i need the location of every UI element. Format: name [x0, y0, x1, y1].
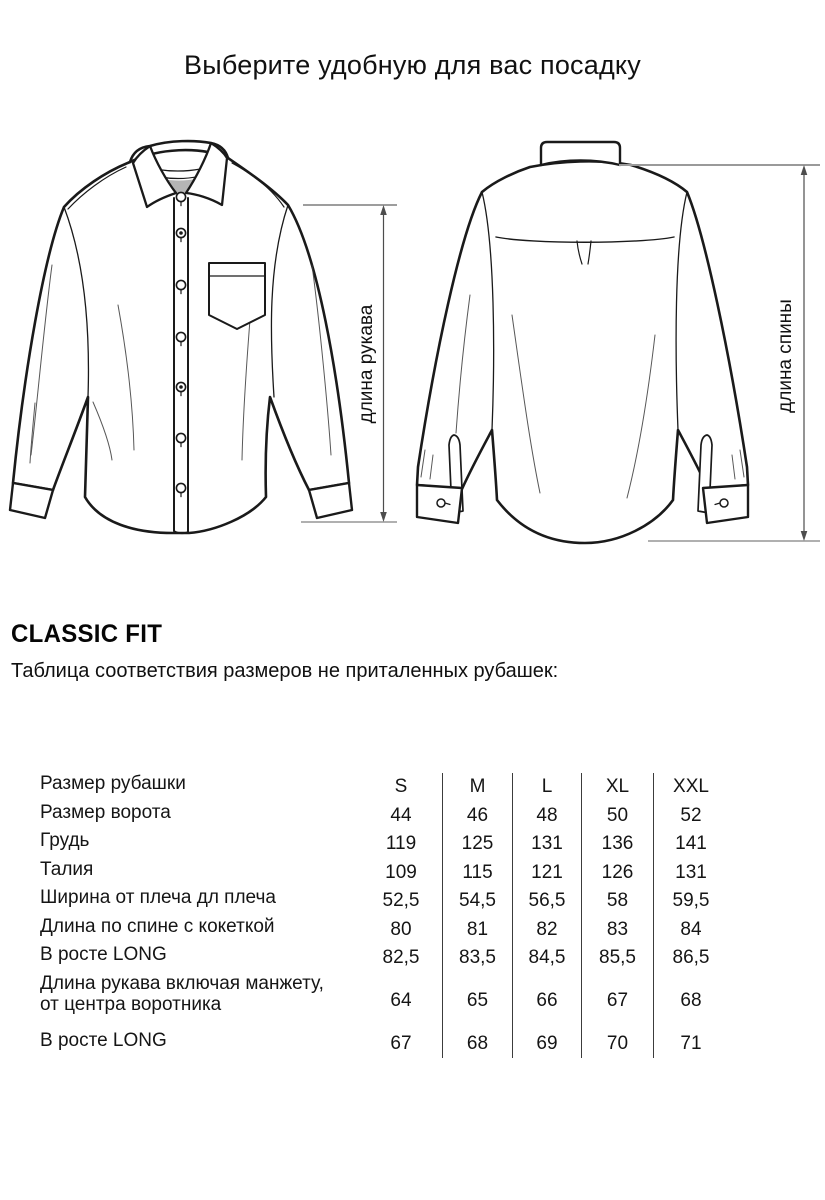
size-cell: 109 — [360, 859, 443, 888]
size-cell: 50 — [582, 802, 654, 831]
size-cell: 115 — [443, 859, 513, 888]
table-row — [40, 887, 728, 916]
size-cell: 85,5 — [582, 944, 654, 973]
size-cell: 64 — [360, 973, 443, 1030]
size-cell: 54,5 — [443, 887, 513, 916]
size-cell: 141 — [675, 833, 707, 855]
size-cell: 83,5 — [443, 944, 513, 973]
size-cell: 83 — [582, 916, 654, 945]
size-cell: 68 — [680, 990, 702, 1012]
back-length-label: длина спины — [775, 299, 796, 413]
table-row — [40, 973, 728, 1030]
size-cell: 65 — [443, 973, 513, 1030]
table-row — [40, 944, 728, 973]
size-column-header: S — [360, 773, 443, 802]
row-label: Талия — [40, 858, 94, 880]
size-cell: 44 — [360, 802, 443, 831]
size-cell: 119 — [360, 830, 443, 859]
table-row — [40, 802, 728, 831]
table-row — [40, 830, 728, 859]
size-cell: 126 — [582, 859, 654, 888]
size-cell: 82,5 — [360, 944, 443, 973]
shirt-technical-drawing — [0, 115, 825, 585]
table-header-row — [40, 773, 728, 802]
size-cell: 52 — [680, 804, 702, 826]
table-row — [40, 1030, 728, 1059]
size-table — [40, 773, 728, 1058]
size-column-header: L — [513, 773, 582, 802]
size-column-header: XXL — [673, 776, 709, 798]
table-row — [40, 859, 728, 888]
row-label: Размер ворота — [40, 801, 171, 823]
size-cell: 46 — [443, 802, 513, 831]
size-cell: 56,5 — [513, 887, 582, 916]
size-column-header: M — [443, 773, 513, 802]
shirt-back-illustration — [417, 142, 748, 543]
size-cell: 80 — [360, 916, 443, 945]
shirt-front-illustration — [10, 141, 352, 533]
size-cell: 86,5 — [672, 947, 710, 969]
sleeve-length-label: длина рукава — [356, 304, 377, 424]
size-cell: 84 — [680, 918, 702, 940]
size-cell: 131 — [675, 861, 707, 883]
size-cell: 48 — [513, 802, 582, 831]
table-row — [40, 916, 728, 945]
section-heading: CLASSIC FIT — [11, 620, 163, 648]
size-cell: 69 — [513, 1030, 582, 1059]
row-label: Размер рубашки — [40, 773, 186, 794]
size-cell: 70 — [582, 1030, 654, 1059]
size-cell: 58 — [582, 887, 654, 916]
size-cell: 84,5 — [513, 944, 582, 973]
size-cell: 71 — [680, 1032, 702, 1054]
row-label: Длина по спине с кокеткой — [40, 915, 275, 937]
size-cell: 59,5 — [672, 890, 710, 912]
row-label: Ширина от плеча дл плеча — [40, 887, 276, 908]
size-cell: 68 — [443, 1030, 513, 1059]
size-cell: 82 — [513, 916, 582, 945]
row-label: В росте LONG — [40, 944, 167, 965]
size-cell: 52,5 — [360, 887, 443, 916]
size-cell: 67 — [582, 973, 654, 1030]
row-label: В росте LONG — [40, 1029, 167, 1051]
row-label: Грудь — [40, 830, 90, 851]
size-cell: 131 — [513, 830, 582, 859]
size-cell: 121 — [513, 859, 582, 888]
size-cell: 125 — [443, 830, 513, 859]
size-column-header: XL — [582, 773, 654, 802]
size-cell: 66 — [513, 973, 582, 1030]
size-cell: 81 — [443, 916, 513, 945]
size-cell: 67 — [360, 1030, 443, 1059]
size-cell: 136 — [582, 830, 654, 859]
row-label: Длина рукава включая манжету, от центра воротника — [40, 972, 324, 1016]
section-subtitle: Таблица соответствия размеров не приталенных рубашек: — [11, 660, 559, 682]
page-title: Выберите удобную для вас посадку — [184, 50, 641, 80]
